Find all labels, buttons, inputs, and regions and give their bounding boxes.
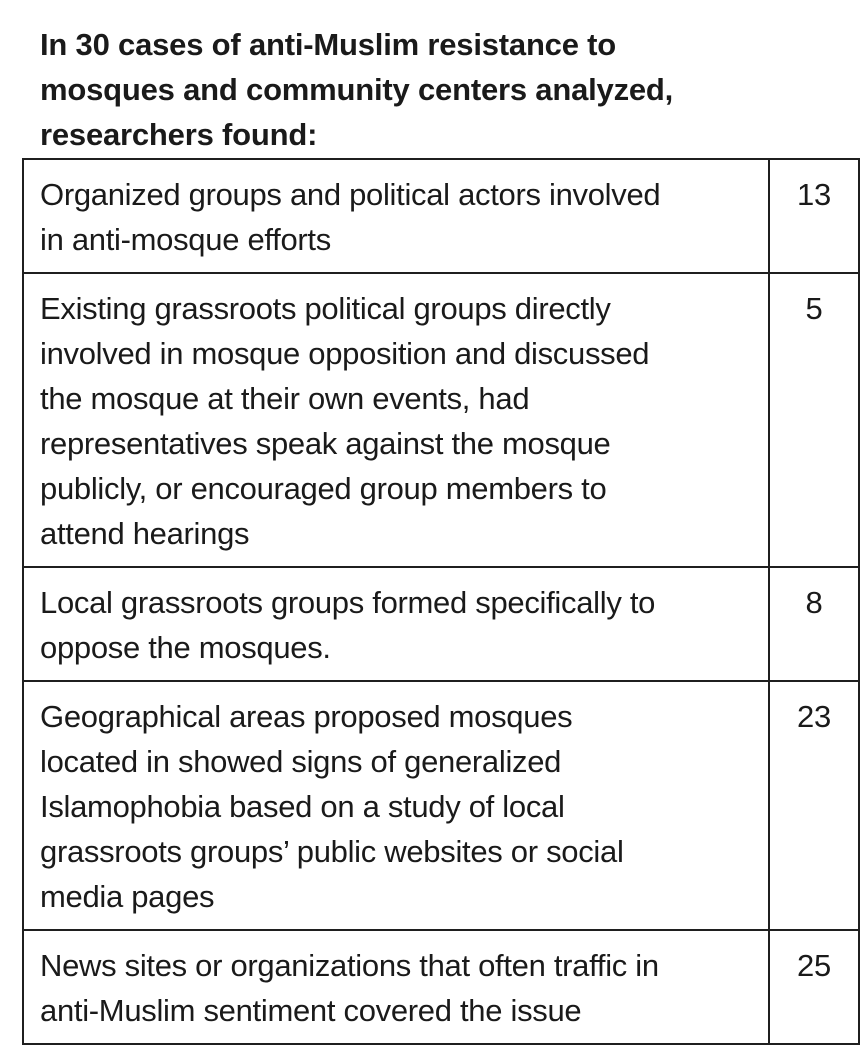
finding-count: 8 (769, 567, 859, 681)
description-line: attend hearings (40, 516, 250, 551)
description-line: involved in mosque opposition and discussed (40, 336, 650, 371)
description-line: grassroots groups’ public websites or social (40, 834, 624, 869)
finding-description (23, 681, 769, 930)
table-row (23, 567, 859, 681)
finding-description (23, 567, 769, 681)
description-line: located in showed signs of generalized (40, 744, 562, 779)
description-line: News sites or organizations that often traffic in (40, 948, 659, 983)
heading-line: In 30 cases of anti-Muslim resistance to (40, 27, 617, 62)
description-line: in anti-mosque efforts (40, 222, 331, 257)
description-line: publicly, or encouraged group members to (40, 471, 607, 506)
description-line: Geographical areas proposed mosques (40, 699, 573, 734)
finding-count: 13 (769, 159, 859, 273)
description-line: representatives speak against the mosque (40, 426, 611, 461)
description-line: anti-Muslim sentiment covered the issue (40, 993, 582, 1028)
finding-description (23, 930, 769, 1044)
finding-description (23, 273, 769, 567)
description-line: Islamophobia based on a study of local (40, 789, 565, 824)
description-line: media pages (40, 879, 215, 914)
heading-line: researchers found: (40, 117, 318, 152)
table-row (23, 273, 859, 567)
table-row (23, 681, 859, 930)
findings-table (22, 158, 860, 1045)
description-line: oppose the mosques. (40, 630, 331, 665)
finding-description (23, 159, 769, 273)
table-row (23, 930, 859, 1044)
description-line: Local grassroots groups formed specifically to (40, 585, 656, 620)
findings-heading (40, 22, 840, 157)
finding-count: 25 (769, 930, 859, 1044)
finding-count: 23 (769, 681, 859, 930)
description-line: Organized groups and political actors involved (40, 177, 661, 212)
description-line: Existing grassroots political groups directly (40, 291, 611, 326)
description-line: the mosque at their own events, had (40, 381, 530, 416)
finding-count: 5 (769, 273, 859, 567)
heading-line: mosques and community centers analyzed, (40, 72, 674, 107)
table-row (23, 159, 859, 273)
